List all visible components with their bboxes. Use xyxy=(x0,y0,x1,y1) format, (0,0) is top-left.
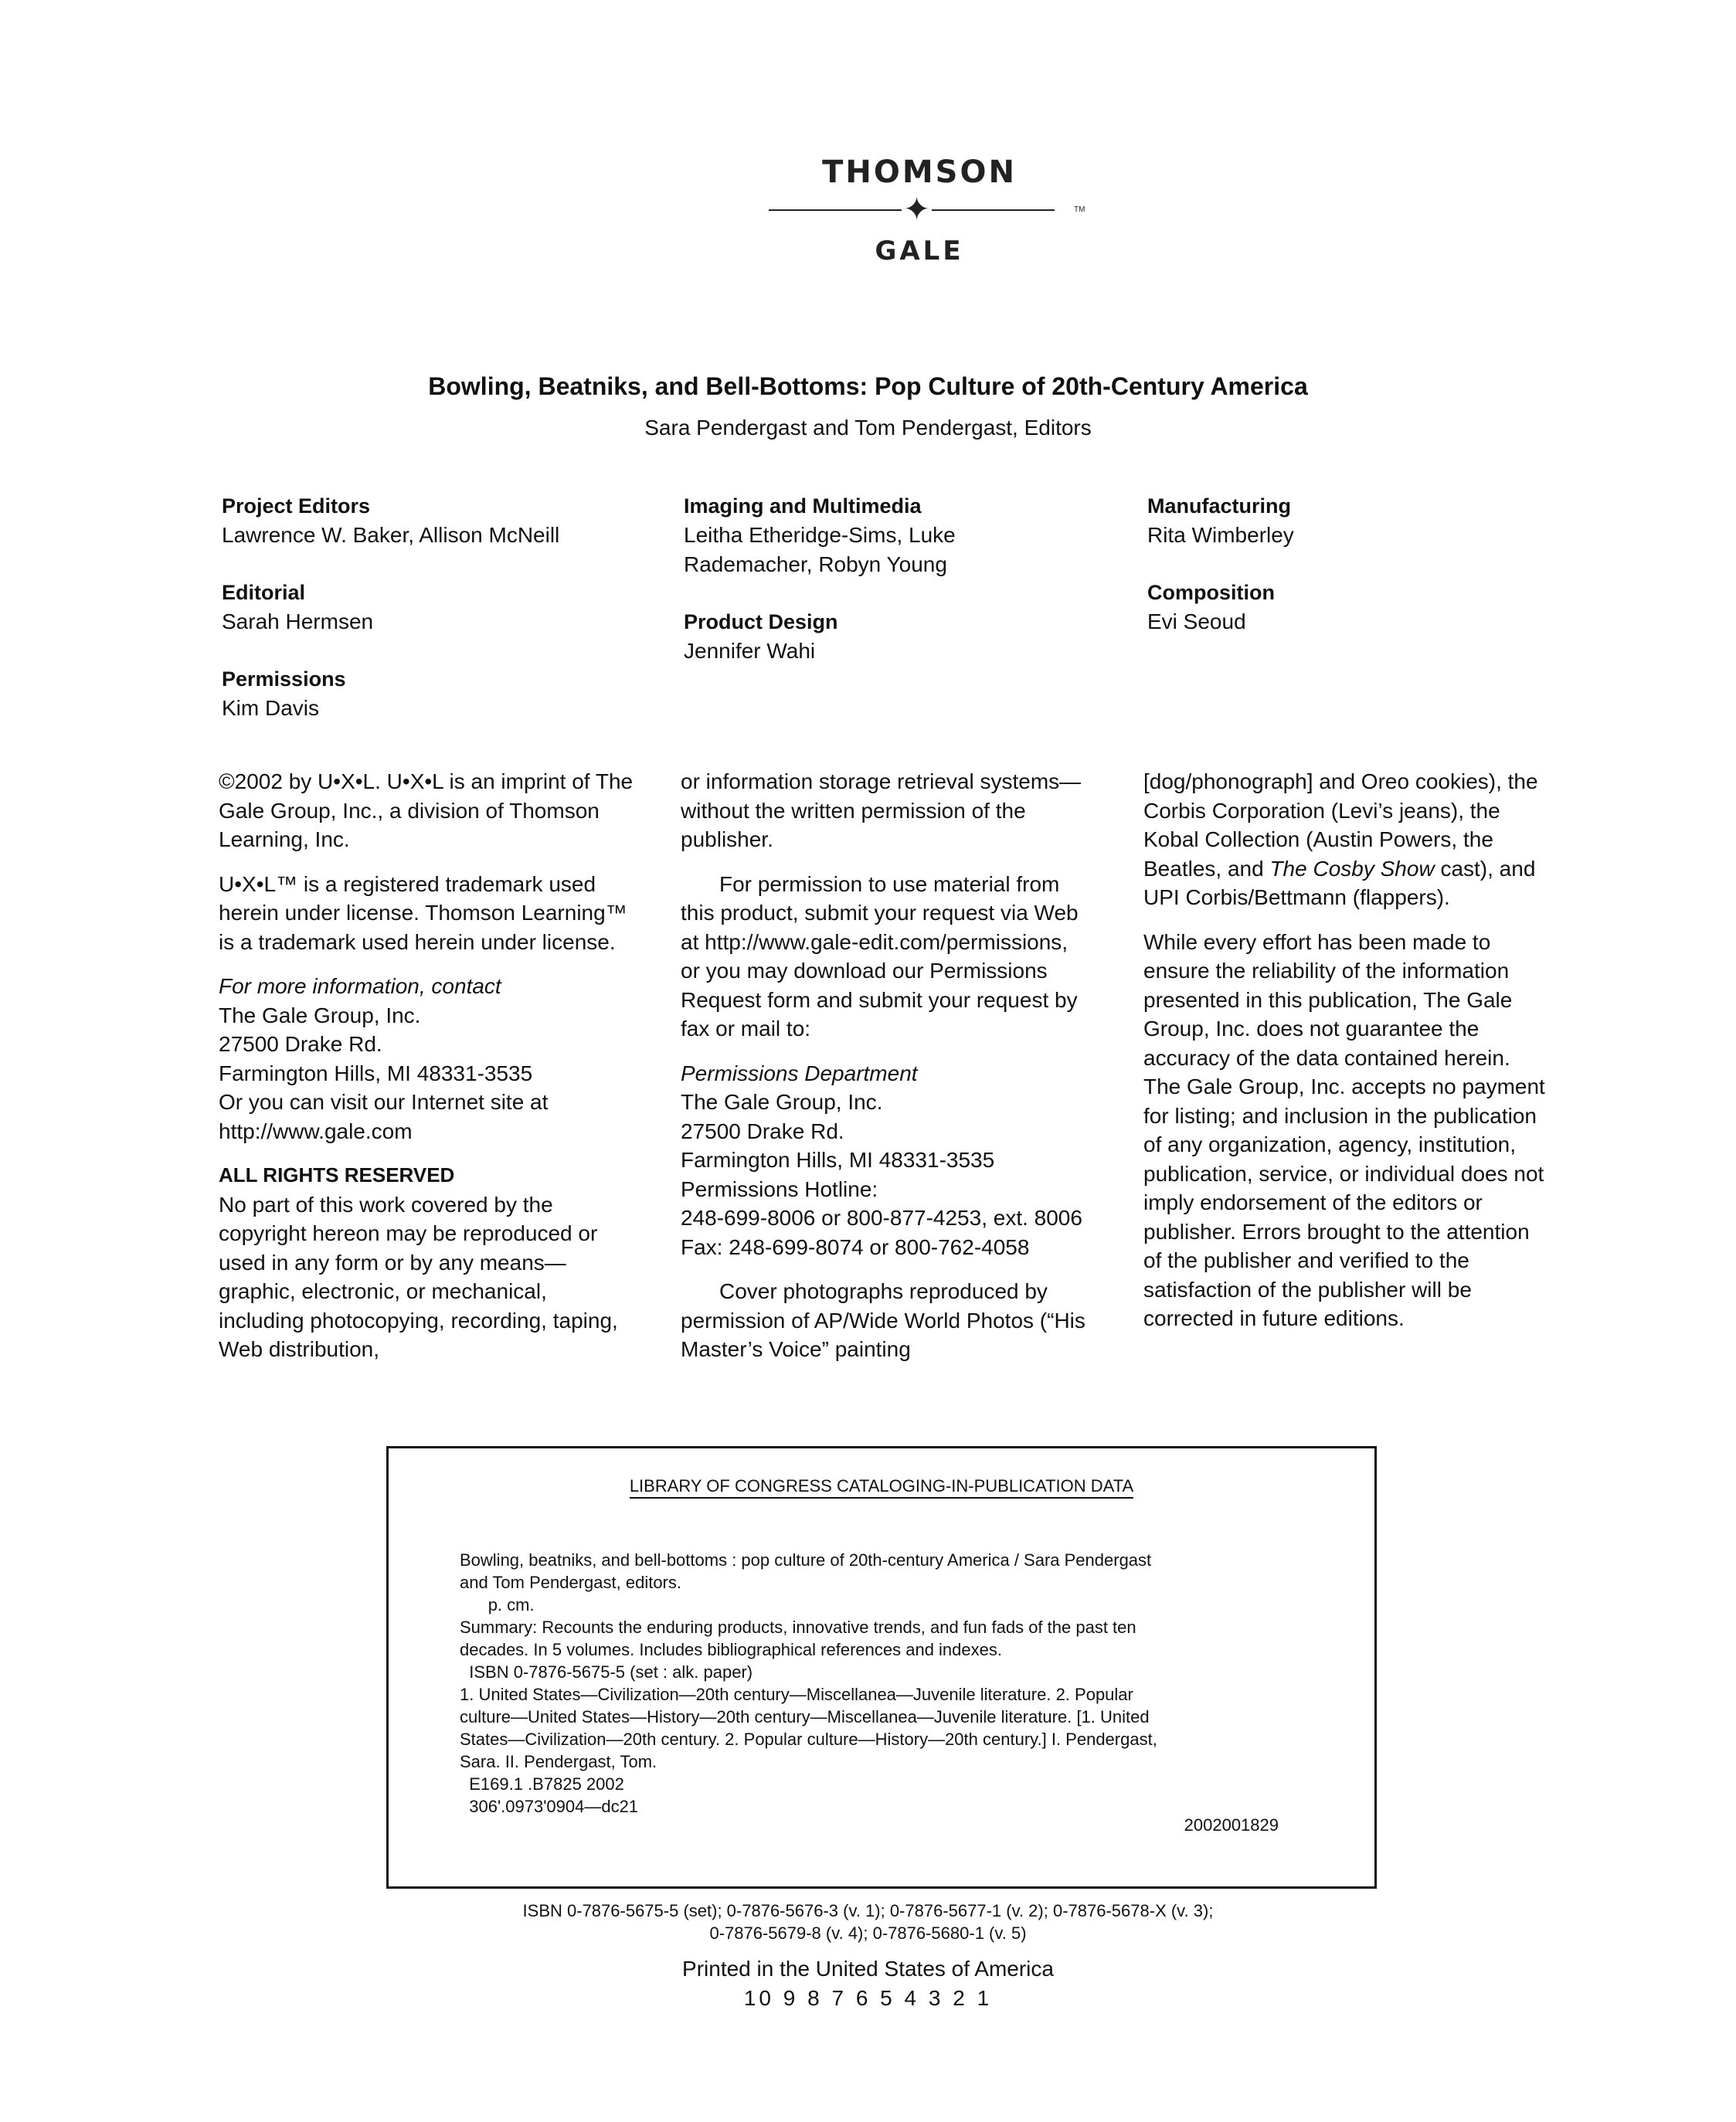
dept-line: Permissions Hotline: xyxy=(681,1176,878,1201)
isbn-list xyxy=(0,1900,1736,1944)
cip-line: decades. In 5 volumes. Includes bibliographical references and indexes. xyxy=(460,1640,1002,1659)
cover-credits: Cover photographs reproduced by permission of AP/Wide World Photos (“His Master’s Voice” painting xyxy=(681,1279,1085,1361)
printing-line: 10 9 8 7 6 5 4 3 2 1 xyxy=(743,1986,993,2010)
contact-label: For more information, contact xyxy=(219,974,501,998)
dept-line: Farmington Hills, MI 48331-3535 xyxy=(681,1148,995,1172)
rights-heading: ALL RIGHTS RESERVED xyxy=(219,1163,455,1187)
printed-in: Printed in the United States of America xyxy=(682,1957,1054,1981)
credit-head: Permissions xyxy=(222,667,346,691)
credit-names: Sarah Hermsen xyxy=(222,609,374,633)
credit-names: Kim Davis xyxy=(222,696,320,720)
cover-credits-continued: [dog/phonograph] and Oreo cookies), the Corbis Corporation (Levi’s jeans), the Kobal Collection (Austin Powers, the Beatles, and The Cosby Show cast), and UPI Corbis/Bettmann (flappers). xyxy=(1143,769,1538,909)
body-column-1 xyxy=(219,767,636,1364)
logo-star-icon: ✦ xyxy=(903,191,931,227)
credit-names: Rita Wimberley xyxy=(1147,523,1294,547)
contact-line: Farmington Hills, MI 48331-3535 xyxy=(219,1061,533,1085)
body-column-3 xyxy=(1143,767,1549,1349)
cip-line: 1. United States—Civilization—20th century—Miscellanea—Juvenile literature. 2. Popular xyxy=(460,1685,1133,1704)
logo-trademark: TM xyxy=(1074,205,1085,214)
dept-line: 248-699-8006 or 800-877-4253, ext. 8006 xyxy=(681,1206,1082,1230)
body-column-2 xyxy=(681,767,1086,1380)
cip-line: Sara. II. Pendergast, Tom. xyxy=(460,1752,657,1771)
cip-header: LIBRARY OF CONGRESS CATALOGING-IN-PUBLICATION DATA xyxy=(389,1476,1374,1496)
permission-continued: or information storage retrieval systems—without the written permission of the publisher. xyxy=(681,769,1082,851)
cip-line: E169.1 .B7825 2002 xyxy=(460,1774,624,1794)
rights-text: No part of this work covered by the copyright hereon may be reproduced or used in any form or by any means—graphic, electronic, or mechanical, including photocopying, recording, taping, Web distribution, xyxy=(219,1192,618,1361)
cip-line: and Tom Pendergast, editors. xyxy=(460,1573,681,1592)
cip-line: culture—United States—History—20th century—Miscellanea—Juvenile literature. [1. United xyxy=(460,1707,1150,1726)
credit-names: Leitha Etheridge-Sims, Luke Rademacher, Robyn Young xyxy=(684,523,956,576)
disclaimer-text: While every effort has been made to ensure the reliability of the information presented in this publication, The Gale Group, Inc. does not guarantee the accuracy of the data contained herein. The Gale Group, Inc. accepts no payment for listing; and inclusion in the publication of any organization, agency, institution, publication, service, or individual does not imply endorsement of the editors or publisher. Errors brought to the attention of the publisher and verified to the satisfaction of the publisher will be corrected in future editions. xyxy=(1143,929,1545,1330)
credits-column-2 xyxy=(684,491,1016,666)
cip-record xyxy=(460,1549,1302,1818)
trademark-notice: U•X•L™ is a registered trademark used herein under license. Thomson Learning™ is a trademark used herein under license. xyxy=(219,871,627,954)
credit-names: Jennifer Wahi xyxy=(684,639,816,663)
cip-line: Summary: Recounts the enduring products, innovative trends, and fun fads of the past ten xyxy=(460,1618,1136,1637)
credit-head: Product Design xyxy=(684,610,838,633)
isbn-line: 0-7876-5679-8 (v. 4); 0-7876-5680-1 (v. 5) xyxy=(709,1923,1027,1943)
credit-head: Editorial xyxy=(222,581,306,604)
credit-head: Project Editors xyxy=(222,494,371,518)
isbn-line: ISBN 0-7876-5675-5 (set); 0-7876-5676-3 (v. 1); 0-7876-5677-1 (v. 2); 0-7876-5678-X (v. 3); xyxy=(522,1901,1214,1920)
cip-line: p. cm. xyxy=(460,1595,535,1614)
printing-info xyxy=(0,1954,1736,2013)
dept-line: The Gale Group, Inc. xyxy=(681,1090,883,1114)
logo-thomson-text: THOMSON xyxy=(822,154,1017,190)
contact-line: 27500 Drake Rd. xyxy=(219,1032,382,1056)
publisher-logo xyxy=(769,154,1093,270)
cip-data-box xyxy=(386,1446,1377,1889)
cip-line: 306'.0973'0904—dc21 xyxy=(460,1797,639,1816)
book-title: Bowling, Beatniks, and Bell-Bottoms: Pop Culture of 20th-Century America xyxy=(428,372,1308,400)
permissions-dept-label: Permissions Department xyxy=(681,1061,918,1085)
permission-request: For permission to use material from this product, submit your request via Web at http://www.gale-edit.com/permissions, or you may download our Permissions Request form and submit your request by fax or mail to: xyxy=(681,871,1079,1041)
lccn-number: 2002001829 xyxy=(1184,1815,1279,1835)
cip-line: Bowling, beatniks, and bell-bottoms : pop culture of 20th-century America / Sara Pendergast xyxy=(460,1550,1152,1570)
show-title: The Cosby Show xyxy=(1269,856,1435,881)
book-editors: Sara Pendergast and Tom Pendergast, Editors xyxy=(644,416,1092,440)
credit-head: Imaging and Multimedia xyxy=(684,494,922,518)
cip-line: States—Civilization—20th century. 2. Popular culture—History—20th century.] I. Pendergast, xyxy=(460,1730,1157,1749)
credit-head: Manufacturing xyxy=(1147,494,1291,518)
logo-gale-text: GALE xyxy=(875,236,964,267)
contact-line: Or you can visit our Internet site at xyxy=(219,1090,549,1114)
cip-line: ISBN 0-7876-5675-5 (set : alk. paper) xyxy=(460,1662,753,1682)
credits-column-3 xyxy=(1147,491,1456,637)
contact-line: The Gale Group, Inc. xyxy=(219,1003,421,1027)
dept-line: 27500 Drake Rd. xyxy=(681,1119,844,1143)
copyright-notice: ©2002 by U•X•L. U•X•L is an imprint of The Gale Group, Inc., a division of Thomson Learning, Inc. xyxy=(219,769,634,851)
credits-column-1 xyxy=(222,491,654,723)
contact-line: http://www.gale.com xyxy=(219,1119,413,1143)
credit-head: Composition xyxy=(1147,581,1275,604)
credit-names: Evi Seoud xyxy=(1147,609,1246,633)
dept-line: Fax: 248-699-8074 or 800-762-4058 xyxy=(681,1234,1030,1259)
credit-names: Lawrence W. Baker, Allison McNeill xyxy=(222,523,560,547)
